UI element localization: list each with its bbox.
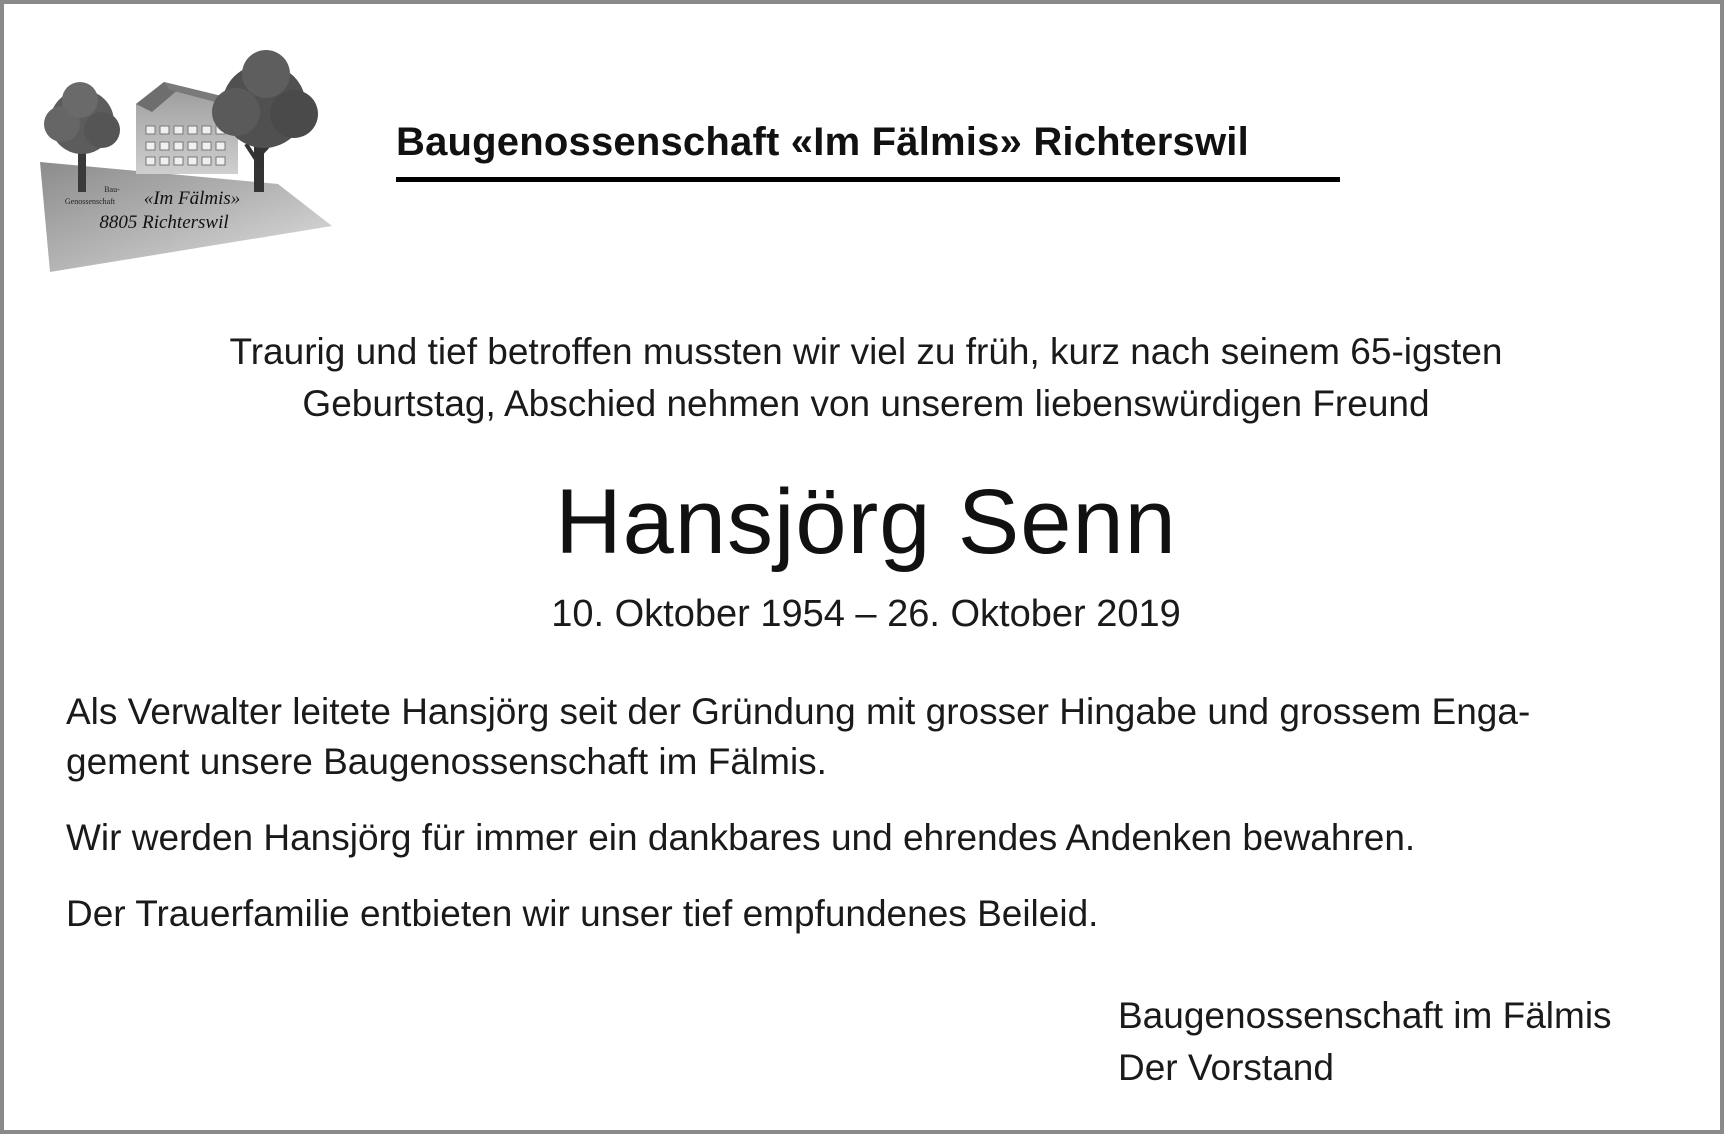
intro-line: Geburtstag, Abschied nehmen von unserem liebenswürdigen Freund <box>302 383 1430 424</box>
condolence-line: Der Trauerfamilie entbieten wir unser tief empfundenes Beileid. <box>66 893 1099 934</box>
signature-organization: Baugenossenschaft im Fälmis <box>1118 995 1612 1036</box>
tribute-line: gement unsere Baugenossenschaft im Fälmis. <box>66 741 827 782</box>
svg-text:Bau-: Bau- <box>104 185 120 194</box>
signature-board: Der Vorstand <box>1118 1047 1334 1088</box>
organization-name: Baugenossenschaft «Im Fälmis» Richterswil <box>396 120 1249 164</box>
body-text <box>66 687 1666 965</box>
life-dates: 10. Oktober 1954 – 26. Oktober 2019 <box>551 593 1181 635</box>
intro-text <box>64 326 1668 430</box>
signature-block <box>1118 990 1678 1094</box>
cooperative-logo <box>40 44 370 306</box>
condolence-paragraph <box>66 889 1666 939</box>
remembrance-line: Wir werden Hansjörg für immer ein dankbares und ehrendes Andenken bewahren. <box>66 817 1416 858</box>
tribute-line: Als Verwalter leitete Hansjörg seit der Gründung mit grosser Hingabe und grossem Enga- <box>66 691 1531 732</box>
svg-text:Genossenschaft: Genossenschaft <box>64 197 116 206</box>
deceased-name: Hansjörg Senn <box>555 471 1177 573</box>
remembrance-paragraph <box>66 813 1666 863</box>
tribute-paragraph <box>66 687 1666 787</box>
svg-text:8805 Richterswil: 8805 Richterswil <box>99 212 229 233</box>
svg-text:«Im Fälmis»: «Im Fälmis» <box>143 188 241 209</box>
intro-line: Traurig und tief betroffen mussten wir viel zu früh, kurz nach seinem 65-igsten <box>229 331 1503 372</box>
organization-header <box>396 116 1340 182</box>
